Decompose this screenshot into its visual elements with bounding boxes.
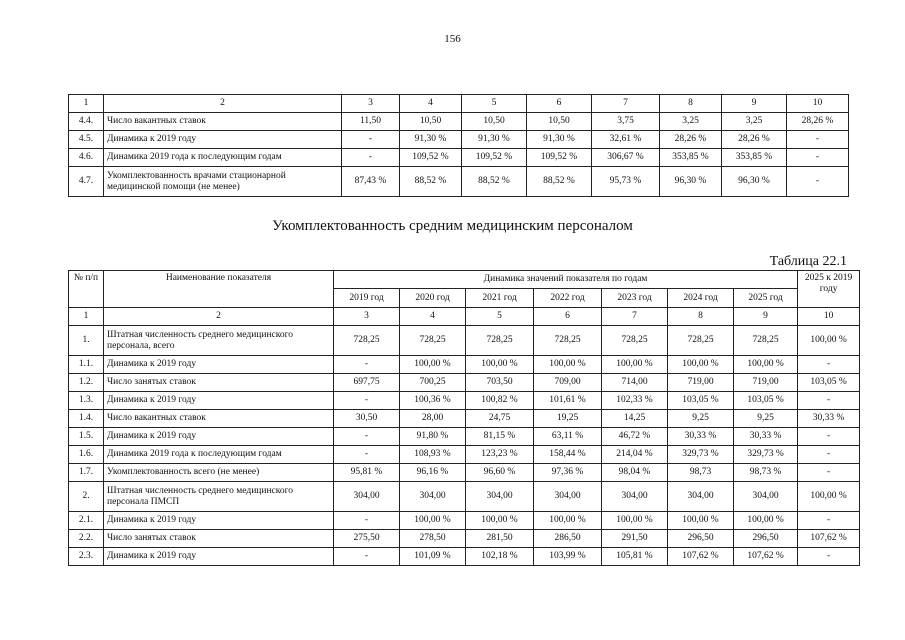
table-row xyxy=(69,410,860,428)
row-value: - xyxy=(334,446,400,464)
row-value: 100,00 % xyxy=(400,356,466,374)
row-value: 28,00 xyxy=(400,410,466,428)
row-value: - xyxy=(798,548,860,566)
row-indicator: Динамика 2019 года к последующим годам xyxy=(104,149,342,167)
header-row xyxy=(69,271,860,289)
row-value: 728,25 xyxy=(534,326,602,356)
row-value: 30,33 % xyxy=(668,428,734,446)
row-value: 100,00 % xyxy=(798,326,860,356)
row-indicator: Число занятых ставок xyxy=(104,374,334,392)
table-row xyxy=(69,113,849,131)
row-value: 304,00 xyxy=(602,482,668,512)
column-number: 8 xyxy=(660,95,722,113)
row-number: 2.2. xyxy=(69,530,104,548)
row-value: 304,00 xyxy=(466,482,534,512)
table-row xyxy=(69,167,849,197)
row-value: 103,05 % xyxy=(734,392,798,410)
row-value: 11,50 xyxy=(342,113,400,131)
row-value: - xyxy=(334,512,400,530)
row-value: 286,50 xyxy=(534,530,602,548)
row-value: 95,81 % xyxy=(334,464,400,482)
header-year: 2025 год xyxy=(734,289,798,308)
table-row xyxy=(69,482,860,512)
column-number: 6 xyxy=(527,95,592,113)
row-value: 329,73 % xyxy=(734,446,798,464)
column-number-row xyxy=(69,95,849,113)
row-value: 10,50 xyxy=(400,113,462,131)
row-value: 100,00 % xyxy=(668,512,734,530)
row-indicator: Динамика 2019 года к последующим годам xyxy=(104,446,334,464)
row-indicator: Динамика к 2019 году xyxy=(104,356,334,374)
row-value: 96,30 % xyxy=(722,167,787,197)
row-value: 3,25 xyxy=(660,113,722,131)
row-value: 728,25 xyxy=(400,326,466,356)
row-value: - xyxy=(342,149,400,167)
row-value: 88,52 % xyxy=(527,167,592,197)
header-name: Наименование показателя xyxy=(104,271,334,308)
row-value: 28,26 % xyxy=(660,131,722,149)
column-number: 2 xyxy=(104,308,334,326)
row-value: - xyxy=(798,428,860,446)
row-value: - xyxy=(798,356,860,374)
row-value: - xyxy=(334,428,400,446)
row-value: 14,25 xyxy=(602,410,668,428)
table-row xyxy=(69,530,860,548)
column-number: 3 xyxy=(342,95,400,113)
table-row xyxy=(69,131,849,149)
row-indicator: Число вакантных ставок xyxy=(104,113,342,131)
row-value: 100,00 % xyxy=(734,512,798,530)
row-value: 728,25 xyxy=(734,326,798,356)
row-value: 728,25 xyxy=(668,326,734,356)
row-value: 100,00 % xyxy=(668,356,734,374)
row-value: 95,73 % xyxy=(592,167,660,197)
row-value: 98,73 % xyxy=(734,464,798,482)
row-value: 28,26 % xyxy=(722,131,787,149)
row-value: 46,72 % xyxy=(602,428,668,446)
table-row xyxy=(69,464,860,482)
row-number: 1.2. xyxy=(69,374,104,392)
table-row xyxy=(69,326,860,356)
row-value: 329,73 % xyxy=(668,446,734,464)
column-number: 6 xyxy=(534,308,602,326)
header-dynamics: Динамика значений показателя по годам xyxy=(334,271,798,289)
row-value: 28,26 % xyxy=(787,113,849,131)
row-value: - xyxy=(798,446,860,464)
row-number: 1. xyxy=(69,326,104,356)
table-label: Таблица 22.1 xyxy=(769,254,847,269)
row-value: - xyxy=(334,548,400,566)
row-indicator: Динамика к 2019 году xyxy=(104,512,334,530)
row-value: 96,16 % xyxy=(400,464,466,482)
row-value: 100,00 % xyxy=(466,512,534,530)
column-number: 1 xyxy=(69,95,104,113)
row-indicator: Штатная численность среднего медицинского персонала ПМСП xyxy=(104,482,334,512)
row-value: 304,00 xyxy=(334,482,400,512)
row-value: 304,00 xyxy=(734,482,798,512)
row-value: 714,00 xyxy=(602,374,668,392)
row-value: 275,50 xyxy=(334,530,400,548)
row-value: 296,50 xyxy=(668,530,734,548)
row-value: - xyxy=(798,392,860,410)
row-number: 4.7. xyxy=(69,167,104,197)
row-value: 3,75 xyxy=(592,113,660,131)
header-year: 2024 год xyxy=(668,289,734,308)
column-number-row xyxy=(69,308,860,326)
row-value: 100,00 % xyxy=(798,482,860,512)
row-number: 4.4. xyxy=(69,113,104,131)
row-value: 100,82 % xyxy=(466,392,534,410)
column-number: 3 xyxy=(334,308,400,326)
row-value: 91,80 % xyxy=(400,428,466,446)
row-number: 1.4. xyxy=(69,410,104,428)
row-value: 107,62 % xyxy=(734,548,798,566)
table-row xyxy=(69,392,860,410)
row-value: 709,00 xyxy=(534,374,602,392)
row-value: 719,00 xyxy=(668,374,734,392)
row-value: 105,81 % xyxy=(602,548,668,566)
row-value: 100,36 % xyxy=(400,392,466,410)
table-row xyxy=(69,446,860,464)
column-number: 9 xyxy=(722,95,787,113)
row-value: 91,30 % xyxy=(462,131,527,149)
row-value: - xyxy=(787,167,849,197)
row-value: 103,05 % xyxy=(798,374,860,392)
staffing-table xyxy=(68,270,860,566)
row-value: 304,00 xyxy=(668,482,734,512)
column-number: 4 xyxy=(400,308,466,326)
header-num: № п/п xyxy=(69,271,104,308)
table-row xyxy=(69,149,849,167)
row-value: 353,85 % xyxy=(722,149,787,167)
row-indicator: Штатная численность среднего медицинского персонала, всего xyxy=(104,326,334,356)
row-indicator: Число занятых ставок xyxy=(104,530,334,548)
row-value: 304,00 xyxy=(534,482,602,512)
row-value: 107,62 % xyxy=(668,548,734,566)
table-row xyxy=(69,548,860,566)
column-number: 5 xyxy=(466,308,534,326)
row-value: 10,50 xyxy=(462,113,527,131)
row-value: 9,25 xyxy=(734,410,798,428)
row-value: 91,30 % xyxy=(400,131,462,149)
column-number: 10 xyxy=(787,95,849,113)
row-value: 91,30 % xyxy=(527,131,592,149)
row-value: 728,25 xyxy=(466,326,534,356)
row-indicator: Укомплектованность всего (не менее) xyxy=(104,464,334,482)
row-number: 1.6. xyxy=(69,446,104,464)
row-value: 100,00 % xyxy=(400,512,466,530)
row-number: 1.3. xyxy=(69,392,104,410)
row-value: 296,50 xyxy=(734,530,798,548)
row-number: 1.1. xyxy=(69,356,104,374)
row-value: 101,09 % xyxy=(400,548,466,566)
row-value: - xyxy=(787,149,849,167)
header-year: 2021 год xyxy=(466,289,534,308)
row-value: 98,04 % xyxy=(602,464,668,482)
row-value: 304,00 xyxy=(400,482,466,512)
table-row xyxy=(69,512,860,530)
row-value: - xyxy=(334,356,400,374)
row-value: 278,50 xyxy=(400,530,466,548)
column-number: 9 xyxy=(734,308,798,326)
table-row xyxy=(69,428,860,446)
row-value: 291,50 xyxy=(602,530,668,548)
row-value: 100,00 % xyxy=(602,356,668,374)
section-title: Укомплектованность средним медицинским персоналом xyxy=(272,218,633,234)
row-value: 100,00 % xyxy=(534,512,602,530)
row-value: 158,44 % xyxy=(534,446,602,464)
row-value: 102,33 % xyxy=(602,392,668,410)
row-value: 96,60 % xyxy=(466,464,534,482)
row-value: 9,25 xyxy=(668,410,734,428)
row-value: 102,18 % xyxy=(466,548,534,566)
column-number: 4 xyxy=(400,95,462,113)
row-number: 1.7. xyxy=(69,464,104,482)
row-value: 30,33 % xyxy=(798,410,860,428)
row-value: 100,00 % xyxy=(602,512,668,530)
column-number: 7 xyxy=(592,95,660,113)
row-value: 109,52 % xyxy=(400,149,462,167)
row-value: 103,05 % xyxy=(668,392,734,410)
continued-table xyxy=(68,94,849,197)
row-indicator: Динамика к 2019 году xyxy=(104,392,334,410)
row-value: 123,23 % xyxy=(466,446,534,464)
page-number: 156 xyxy=(444,33,461,45)
row-indicator: Динамика к 2019 году xyxy=(104,428,334,446)
row-value: 88,52 % xyxy=(400,167,462,197)
row-value: 87,43 % xyxy=(342,167,400,197)
row-value: 30,50 xyxy=(334,410,400,428)
column-number: 10 xyxy=(798,308,860,326)
row-value: 700,25 xyxy=(400,374,466,392)
row-indicator: Динамика к 2019 году xyxy=(104,548,334,566)
column-number: 1 xyxy=(69,308,104,326)
row-value: - xyxy=(787,131,849,149)
table-row xyxy=(69,374,860,392)
row-value: - xyxy=(798,464,860,482)
header-last: 2025 к 2019 году xyxy=(798,271,860,308)
header-year: 2022 год xyxy=(534,289,602,308)
row-value: 353,85 % xyxy=(660,149,722,167)
row-value: 281,50 xyxy=(466,530,534,548)
column-number: 8 xyxy=(668,308,734,326)
row-value: 108,93 % xyxy=(400,446,466,464)
row-value: 728,25 xyxy=(602,326,668,356)
row-value: 697,75 xyxy=(334,374,400,392)
row-value: 728,25 xyxy=(334,326,400,356)
row-value: 703,50 xyxy=(466,374,534,392)
row-indicator: Укомплектованность врачами стационарной медицинской помощи (не менее) xyxy=(104,167,342,197)
row-value: 63,11 % xyxy=(534,428,602,446)
table-row xyxy=(69,356,860,374)
row-value: 100,00 % xyxy=(734,356,798,374)
row-value: 109,52 % xyxy=(527,149,592,167)
row-value: 10,50 xyxy=(527,113,592,131)
row-number: 4.5. xyxy=(69,131,104,149)
header-year: 2019 год xyxy=(334,289,400,308)
row-value: - xyxy=(798,512,860,530)
column-number: 7 xyxy=(602,308,668,326)
row-value: 96,30 % xyxy=(660,167,722,197)
row-value: 306,67 % xyxy=(592,149,660,167)
column-number: 2 xyxy=(104,95,342,113)
row-indicator: Число вакантных ставок xyxy=(104,410,334,428)
row-value: 3,25 xyxy=(722,113,787,131)
column-number: 5 xyxy=(462,95,527,113)
header-year: 2023 год xyxy=(602,289,668,308)
row-number: 4.6. xyxy=(69,149,104,167)
row-value: 100,00 % xyxy=(534,356,602,374)
row-value: 81,15 % xyxy=(466,428,534,446)
row-value: 109,52 % xyxy=(462,149,527,167)
row-value: 88,52 % xyxy=(462,167,527,197)
row-number: 2. xyxy=(69,482,104,512)
row-value: 32,61 % xyxy=(592,131,660,149)
row-number: 1.5. xyxy=(69,428,104,446)
row-value: 24,75 xyxy=(466,410,534,428)
row-value: 107,62 % xyxy=(798,530,860,548)
row-value: 103,99 % xyxy=(534,548,602,566)
row-value: 19,25 xyxy=(534,410,602,428)
row-value: 214,04 % xyxy=(602,446,668,464)
row-value: 719,00 xyxy=(734,374,798,392)
row-value: - xyxy=(342,131,400,149)
row-number: 2.3. xyxy=(69,548,104,566)
row-value: 98,73 xyxy=(668,464,734,482)
row-value: 100,00 % xyxy=(466,356,534,374)
row-value: - xyxy=(334,392,400,410)
row-value: 97,36 % xyxy=(534,464,602,482)
row-number: 2.1. xyxy=(69,512,104,530)
row-value: 101,61 % xyxy=(534,392,602,410)
row-value: 30,33 % xyxy=(734,428,798,446)
header-year: 2020 год xyxy=(400,289,466,308)
row-indicator: Динамика к 2019 году xyxy=(104,131,342,149)
